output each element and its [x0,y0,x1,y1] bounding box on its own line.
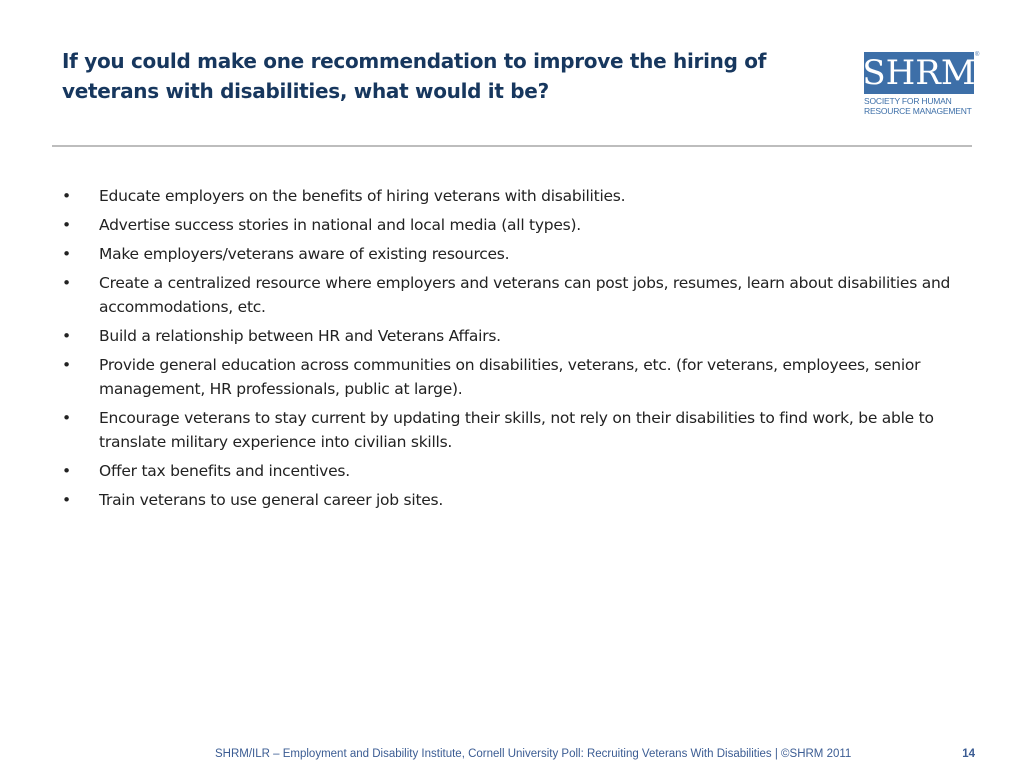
title-divider [52,145,972,147]
logo-box [864,52,974,94]
shrm-logo [864,52,982,124]
list-item-text: Provide general education across communities on disabilities, veterans, etc. (for veterans, employees, senior management, HR professionals, public at large). [99,356,921,398]
bullet-icon: • [62,491,71,509]
logo-trademark: ® [975,52,980,58]
list-item-text: Train veterans to use general career job sites. [99,491,444,509]
list-item [62,324,982,348]
bullet-icon: • [62,462,71,480]
bullet-icon: • [62,274,71,292]
list-item-text: Offer tax benefits and incentives. [99,462,350,480]
logo-subtitle [864,97,982,116]
logo-subtitle-line-2: RESOURCE MANAGEMENT [864,105,972,116]
list-item [62,242,982,266]
title-line-1: If you could make one recommendation to improve the hiring of [62,49,767,73]
footer-citation: SHRM/ILR – Employment and Disability Institute, Cornell University Poll: Recruiting Veterans With Disabilities | ©SHRM 2011 [215,748,852,760]
bullet-icon: • [62,187,71,205]
list-item-text: Advertise success stories in national and local media (all types). [99,216,581,234]
list-item [62,271,982,319]
page-number: 14 [962,748,975,760]
list-item [62,406,982,454]
list-item [62,184,982,208]
list-item [62,488,982,512]
list-item-text: Build a relationship between HR and Veterans Affairs. [99,327,501,345]
logo-subtitle-line-1: SOCIETY FOR HUMAN [864,96,952,106]
bullet-icon: • [62,216,71,234]
list-item [62,353,982,401]
logo-text: SHRM [862,53,976,93]
list-item-text: Encourage veterans to stay current by updating their skills, not rely on their disabilities to find work, be able to translate military experience into civilian skills. [99,409,934,451]
list-item [62,213,982,237]
bullet-icon: • [62,409,71,427]
slide-title [62,46,822,106]
recommendation-list [62,184,982,517]
list-item-text: Make employers/veterans aware of existing resources. [99,245,510,263]
list-item-text: Educate employers on the benefits of hiring veterans with disabilities. [99,187,626,205]
bullet-icon: • [62,356,71,374]
list-item-text: Create a centralized resource where employers and veterans can post jobs, resumes, learn about disabilities and accommodations, etc. [99,274,951,316]
list-item [62,459,982,483]
bullet-icon: • [62,245,71,263]
slide-footer [215,748,975,764]
title-line-2: veterans with disabilities, what would it be? [62,79,549,103]
bullet-icon: • [62,327,71,345]
